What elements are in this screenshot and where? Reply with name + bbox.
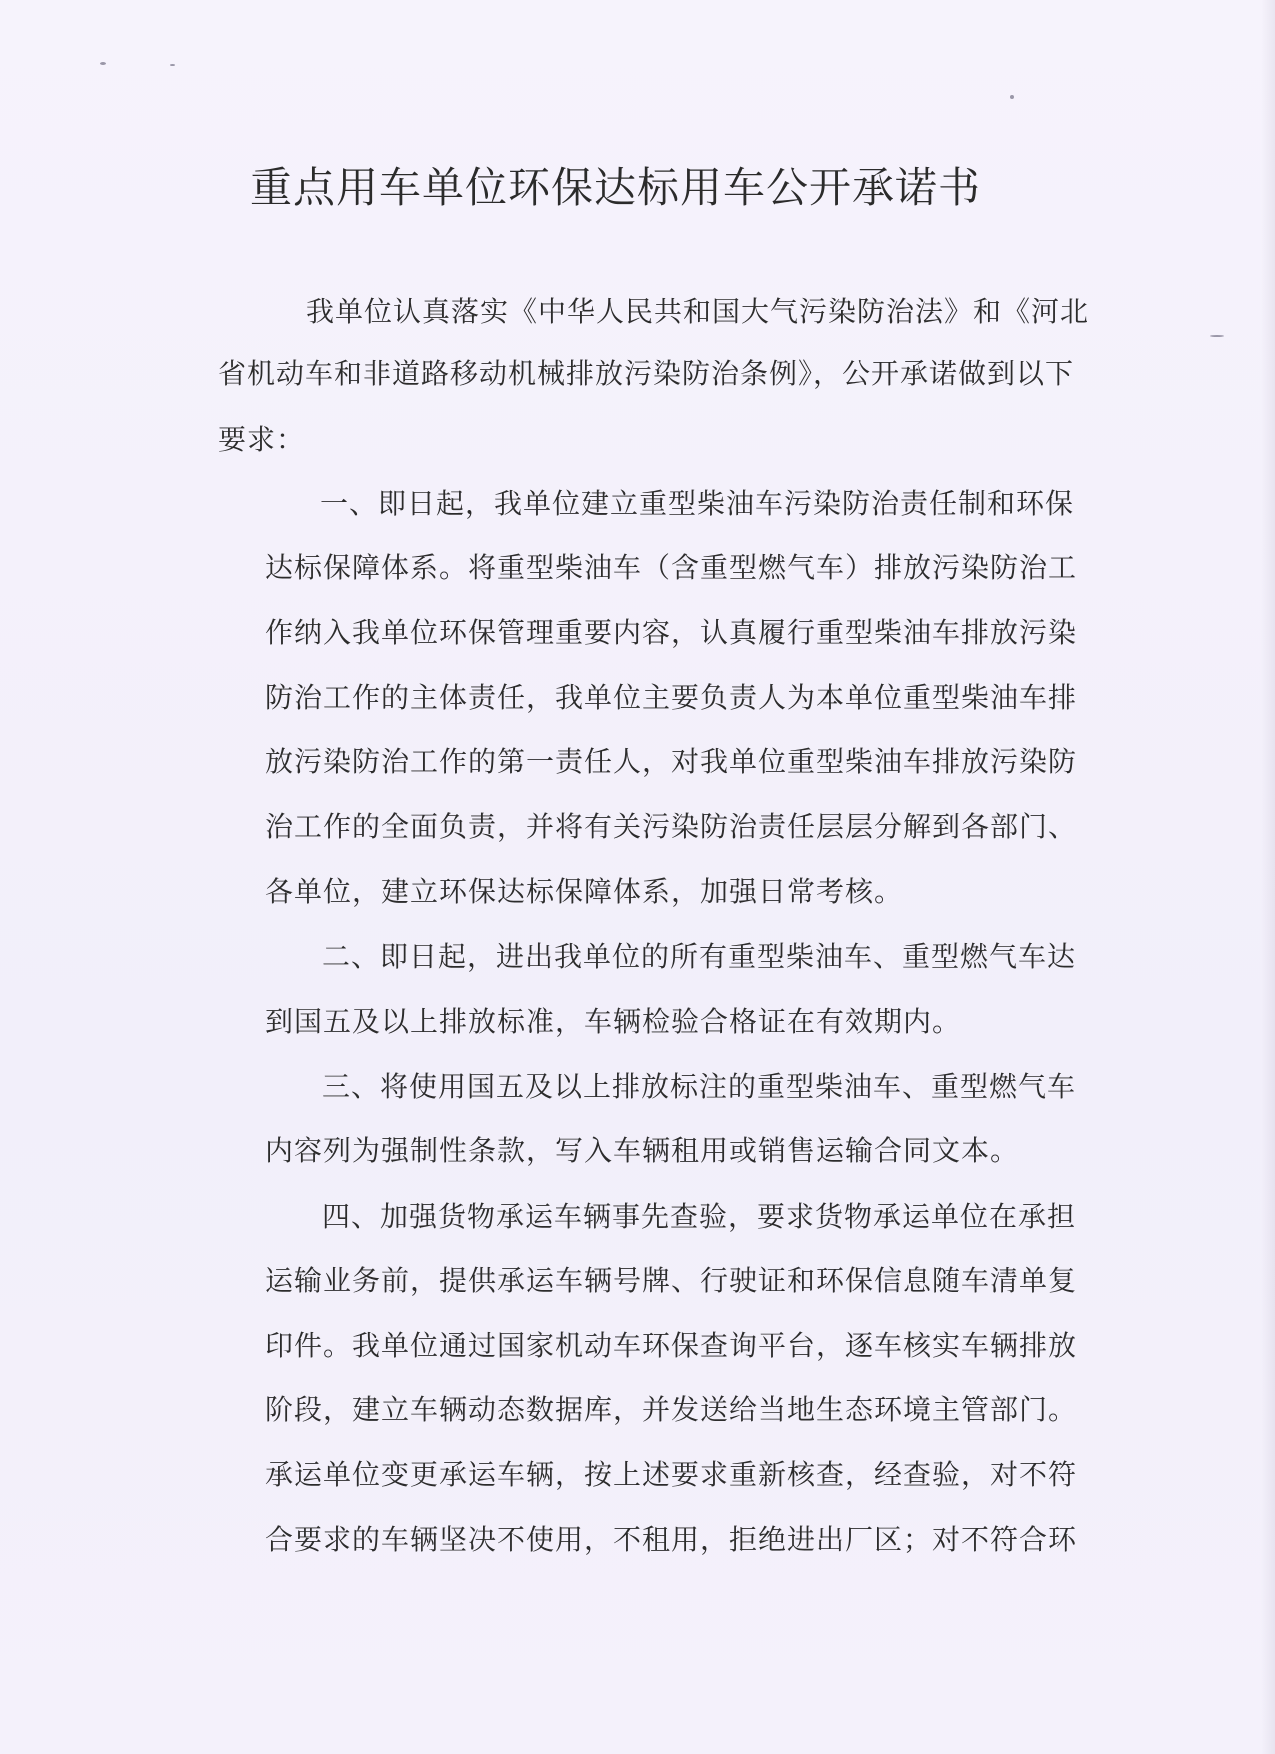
body-line: 合要求的车辆坚决不使用，不租用，拒绝进出厂区；对不符合环	[265, 1523, 1078, 1556]
scan-speck	[100, 62, 106, 65]
body-line: 四、加强货物承运车辆事先查验，要求货物承运单位在承担	[322, 1200, 1077, 1233]
body-line: 三、将使用国五及以上排放标注的重型柴油车、重型燃气车	[322, 1070, 1077, 1103]
body-line: 各单位，建立环保达标保障体系，加强日常考核。	[265, 875, 904, 908]
body-line: 到国五及以上排放标准，车辆检验合格证在有效期内。	[265, 1005, 962, 1038]
scan-speck	[1010, 95, 1014, 99]
body-line: 内容列为强制性条款，写入车辆租用或销售运输合同文本。	[265, 1134, 1020, 1167]
body-line: 防治工作的主体责任，我单位主要负责人为本单位重型柴油车排	[265, 681, 1078, 714]
body-line: 我单位认真落实《中华人民共和国大气污染防治法》和《河北	[306, 295, 1090, 328]
body-line: 二、即日起，进出我单位的所有重型柴油车、重型燃气车达	[322, 940, 1077, 973]
body-line: 一、即日起，我单位建立重型柴油车污染防治责任制和环保	[320, 487, 1075, 520]
scan-speck	[1210, 335, 1224, 337]
body-line: 作纳入我单位环保管理重要内容，认真履行重型柴油车排放污染	[265, 616, 1078, 649]
body-line: 印件。我单位通过国家机动车环保查询平台，逐车核实车辆排放	[265, 1329, 1078, 1362]
body-line: 阶段，建立车辆动态数据库，并发送给当地生态环境主管部门。	[265, 1393, 1078, 1426]
body-line: 运输业务前，提供承运车辆号牌、行驶证和环保信息随车清单复	[265, 1264, 1078, 1297]
body-line: 达标保障体系。将重型柴油车（含重型燃气车）排放污染防治工	[265, 551, 1078, 584]
scan-edge-shadow	[1261, 0, 1275, 1754]
body-line: 要求：	[218, 423, 306, 456]
body-line: 承运单位变更承运车辆，按上述要求重新核查，经查验，对不符	[265, 1458, 1078, 1491]
body-line: 治工作的全面负责，并将有关污染防治责任层层分解到各部门、	[265, 810, 1078, 843]
body-line: 放污染防治工作的第一责任人，对我单位重型柴油车排放污染防	[265, 745, 1078, 778]
body-line: 省机动车和非道路移动机械排放污染防治条例》，公开承诺做到以下	[218, 357, 1075, 390]
scan-speck	[170, 64, 175, 66]
page-title: 重点用车单位环保达标用车公开承诺书	[250, 163, 982, 212]
